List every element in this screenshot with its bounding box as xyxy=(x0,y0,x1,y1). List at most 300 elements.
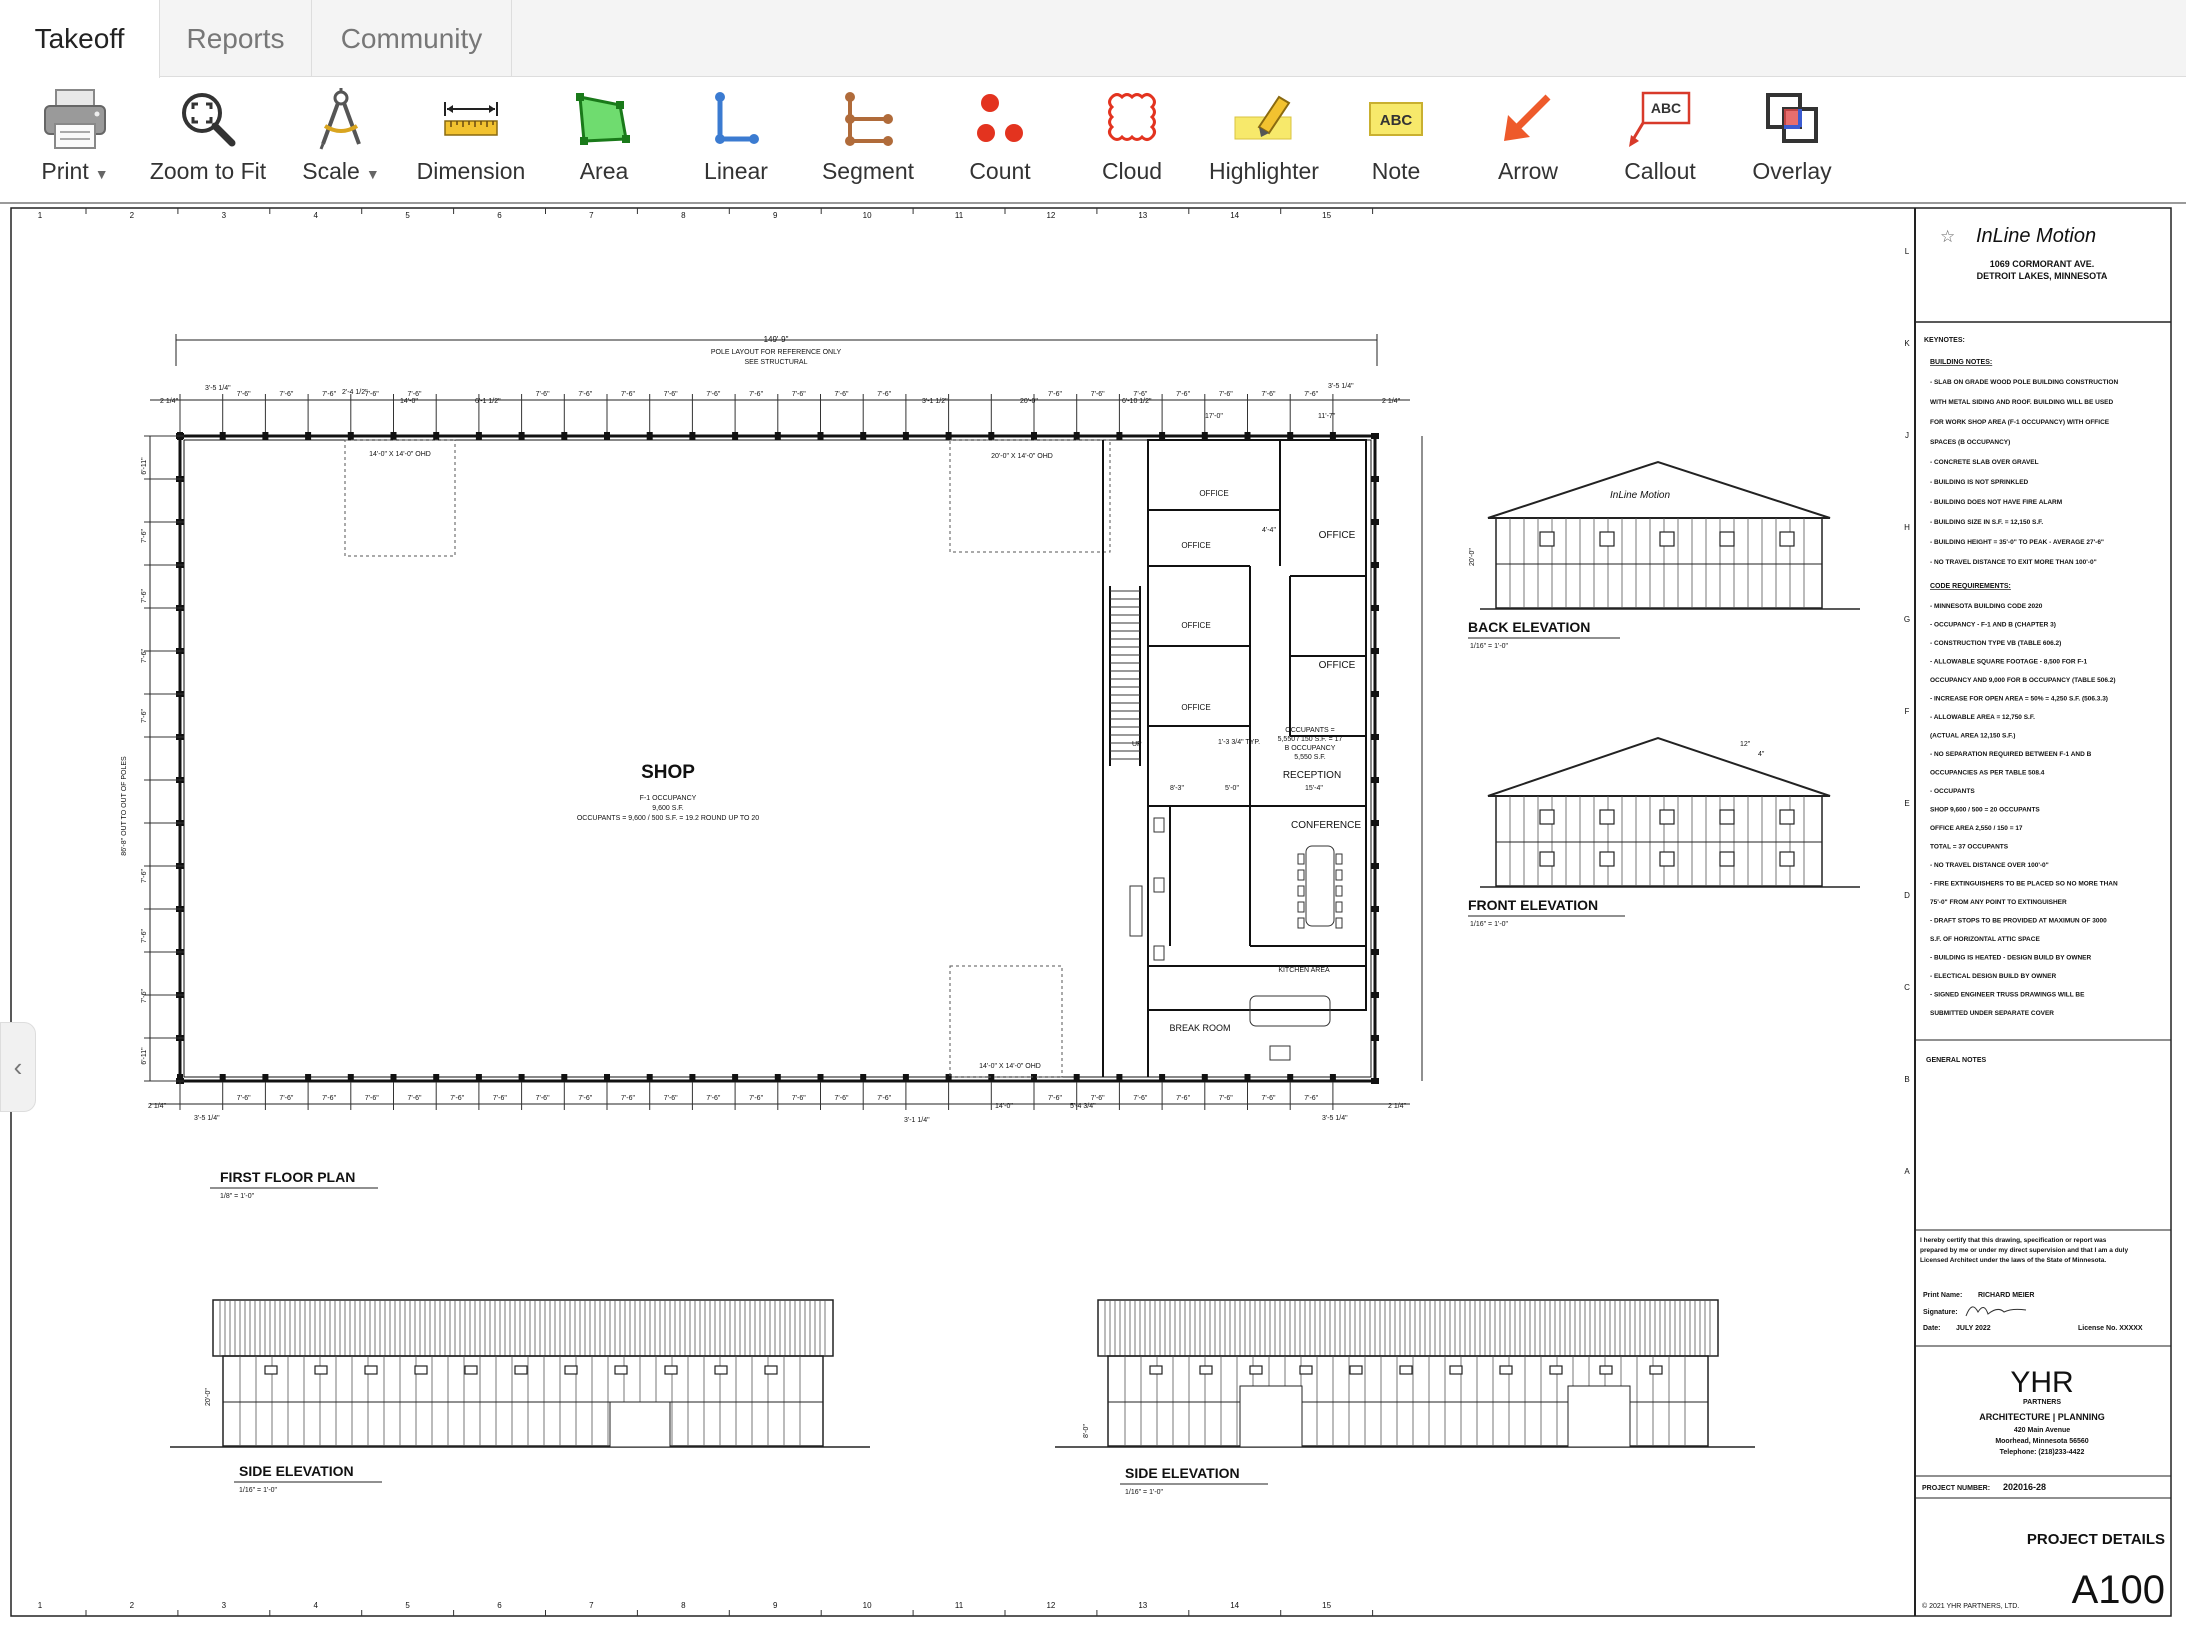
pole xyxy=(604,1074,610,1082)
reception-label: RECEPTION xyxy=(1282,770,1342,781)
window xyxy=(1780,532,1794,546)
window xyxy=(1600,810,1614,824)
pole xyxy=(1202,432,1208,440)
left-dim-label: 7'-6" xyxy=(141,869,148,883)
grid-letter: D xyxy=(1904,891,1910,900)
pole xyxy=(946,432,952,440)
typ-note: 1'-3 3/4" TYP. xyxy=(1218,739,1261,746)
dim-8-3: 8'-3" xyxy=(1170,785,1184,792)
kitchen-label: KITCHEN AREA xyxy=(1278,967,1330,974)
tb-note-line: - NO SEPARATION REQUIRED BETWEEN F-1 AND B xyxy=(1930,751,2092,758)
chair xyxy=(1298,918,1304,928)
count-button[interactable] xyxy=(935,88,1065,198)
tb-cert-text xyxy=(1920,1237,2128,1264)
pole xyxy=(604,432,610,440)
pole xyxy=(561,432,567,440)
grid-number-bottom: 8 xyxy=(681,1601,686,1610)
compass-icon xyxy=(306,88,376,150)
collapse-panel-button[interactable] xyxy=(0,1022,36,1112)
pole xyxy=(988,1074,994,1082)
arrow-button[interactable] xyxy=(1463,88,1593,198)
pole xyxy=(1074,1074,1080,1082)
dim-7-6: 7'-6" xyxy=(1048,391,1062,398)
tb-note-line: FOR WORK SHOP AREA (F-1 OCCUPANCY) WITH OFFICE xyxy=(1930,419,2110,426)
tb-address-2: DETROIT LAKES, MINNESOTA xyxy=(1976,271,2108,281)
grid-number-top: 7 xyxy=(589,211,594,220)
front-windows xyxy=(1540,810,1794,866)
window xyxy=(1250,1366,1262,1374)
tb-note-line: - BUILDING DOES NOT HAVE FIRE ALARM xyxy=(1930,499,2063,506)
window xyxy=(715,1366,727,1374)
dimension-label: Dimension xyxy=(416,158,526,184)
tb-note-line: - SIGNED ENGINEER TRUSS DRAWINGS WILL BE xyxy=(1930,991,2085,999)
tb-note-line: OCCUPANCY AND 9,000 FOR B OCCUPANCY (TABLE 506.2) xyxy=(1930,677,2116,684)
grid-number-top: 11 xyxy=(954,211,964,220)
office-6: OFFICE xyxy=(1318,660,1356,671)
callout-icon-text: ABC xyxy=(1650,100,1682,116)
grid-number-bottom: 4 xyxy=(313,1601,318,1610)
pole xyxy=(1371,562,1379,568)
dimension-ruler-icon xyxy=(436,88,506,150)
pole xyxy=(775,1074,781,1082)
window xyxy=(1450,1366,1462,1374)
callout-button[interactable] xyxy=(1595,88,1725,198)
dim-6-1: 6'-1 1/2" xyxy=(475,398,501,405)
window xyxy=(1660,852,1674,866)
dim-7-6: 7'-6" xyxy=(578,1095,593,1102)
office-5: OFFICE xyxy=(1318,530,1356,541)
dim-7-6: 7'-6" xyxy=(1218,1095,1233,1102)
overlay-icon xyxy=(1757,88,1827,150)
tb-project-number-label: PROJECT NUMBER: xyxy=(1922,1485,1991,1492)
side1-dim: 20'-0" xyxy=(205,1388,212,1406)
window xyxy=(365,1366,377,1374)
dim-7-6: 7'-6" xyxy=(279,391,294,398)
tb-note-line: WITH METAL SIDING AND ROOF. BUILDING WILL BE USED xyxy=(1930,399,2114,406)
pole xyxy=(433,432,439,440)
chevron-left-icon: ‹ xyxy=(13,1051,23,1082)
pole xyxy=(433,1074,439,1082)
chair xyxy=(1336,886,1342,896)
linear-label: Linear xyxy=(704,158,768,184)
stair-up: UP xyxy=(1132,741,1142,748)
dim-3-1-bottom: 3'-1 1/4" xyxy=(904,1117,930,1124)
pole-note-1: POLE LAYOUT FOR REFERENCE ONLY xyxy=(710,349,842,356)
dim-7-6: 7'-6" xyxy=(877,391,892,398)
occ-note-1: OCCUPANTS = xyxy=(1285,727,1335,734)
pole xyxy=(1371,734,1379,740)
grid-number-top: 9 xyxy=(772,211,778,220)
dim-7-6: 7'-6" xyxy=(834,1095,849,1102)
tb-firm-3: Moorhead, Minnesota 56560 xyxy=(1995,1438,2089,1445)
chair xyxy=(1298,870,1304,880)
tb-note-line: SUBMITTED UNDER SEPARATE COVER xyxy=(1930,1010,2054,1017)
tb-firm-2: 420 Main Avenue xyxy=(2013,1427,2071,1434)
grid-number-bottom: 9 xyxy=(772,1601,778,1610)
grid-number-bottom: 1 xyxy=(37,1601,43,1610)
dim-right-top: 2 1/4" xyxy=(1382,398,1401,405)
tb-note-line: - NO TRAVEL DISTANCE OVER 100'-0" xyxy=(1930,862,2049,869)
dim-15-4: 15'-4" xyxy=(1305,785,1323,792)
dim-7-6: 7'-6" xyxy=(364,1095,379,1102)
left-dim-labels xyxy=(141,457,148,1065)
tb-note-line: SHOP 9,600 / 500 = 20 OCCUPANTS xyxy=(1930,806,2040,814)
left-overall-dim: 86'-8" OUT TO OUT OF POLES xyxy=(121,756,128,856)
window xyxy=(1500,1366,1512,1374)
window xyxy=(1540,532,1554,546)
pole xyxy=(519,432,525,440)
dim-7-6: 7'-6" xyxy=(791,1095,806,1102)
tb-note-line: Licensed Architect under the laws of the State of Minnesota. xyxy=(1920,1257,2107,1264)
grid-number-bottom: 10 xyxy=(862,1601,872,1610)
pole xyxy=(1245,432,1251,440)
dim-20-0-top: 20'-0" xyxy=(1020,398,1038,405)
office-3: OFFICE xyxy=(1181,621,1211,630)
window xyxy=(1550,1366,1562,1374)
chair xyxy=(1298,854,1304,864)
dim-7-6: 7'-6" xyxy=(877,1095,892,1102)
scale-button[interactable] xyxy=(276,88,406,198)
cloud-button[interactable] xyxy=(1067,88,1197,198)
dim-4-4: 4'-4" xyxy=(1262,527,1276,534)
tb-logo: InLine Motion xyxy=(1976,225,2097,247)
tb-note-line: (ACTUAL AREA 12,150 S.F.) xyxy=(1930,732,2016,740)
segment-label: Segment xyxy=(821,158,915,184)
grid-number-top: 12 xyxy=(1046,211,1056,220)
dim-7-6: 7'-6" xyxy=(1304,1095,1319,1102)
dim-7-6: 7'-6" xyxy=(1090,1095,1105,1102)
dim-5-4: 5'-4 3/4" xyxy=(1070,1103,1096,1110)
dim-7-6: 7'-6" xyxy=(706,1095,721,1102)
dim-17-0: 17'-0" xyxy=(1205,413,1223,420)
tb-note-line: OFFICE AREA 2,550 / 150 = 17 xyxy=(1930,825,2023,832)
back-elev-title: BACK ELEVATION xyxy=(1468,619,1591,635)
back-windows xyxy=(1540,532,1794,546)
window xyxy=(1350,1366,1362,1374)
grid-letter: H xyxy=(1904,523,1910,532)
shop-label: SHOP xyxy=(641,762,695,783)
grid-letter: C xyxy=(1904,983,1910,992)
pole xyxy=(1371,820,1379,826)
tb-sheet-title: PROJECT DETAILS xyxy=(2026,1531,2165,1548)
window xyxy=(565,1366,577,1374)
back-elevation xyxy=(1468,462,1860,650)
occ-note-2: 5,550 / 150 S.F. = 17 xyxy=(1277,736,1343,743)
dim-7-6: 7'-6" xyxy=(1090,391,1105,398)
pole xyxy=(1371,648,1379,654)
window xyxy=(415,1366,427,1374)
tab-takeoff[interactable]: Takeoff xyxy=(0,0,160,78)
floor-plan-title: FIRST FLOOR PLAN xyxy=(220,1169,356,1185)
chevron-down-icon: ▼ xyxy=(365,166,380,182)
window xyxy=(315,1366,327,1374)
grid-number-top: 5 xyxy=(405,211,410,220)
tb-note-line: 75'-0" FROM ANY POINT TO EXTINGUISHER xyxy=(1930,899,2067,906)
grid-number-top: 3 xyxy=(221,211,227,220)
tb-note-line: SPACES (B OCCUPANCY) xyxy=(1930,439,2011,446)
chair xyxy=(1336,918,1342,928)
toolbar xyxy=(0,78,2186,204)
tb-note-line: - DRAFT STOPS TO BE PROVIDED AT MAXIMUN OF 3000 xyxy=(1930,917,2107,925)
note-icon xyxy=(1361,88,1431,150)
window xyxy=(1720,852,1734,866)
drawing-canvas[interactable] xyxy=(10,206,2186,1626)
tb-note-line: - CONSTRUCTION TYPE VB (TABLE 606.2) xyxy=(1930,640,2062,647)
segment-button[interactable] xyxy=(803,88,933,198)
dim-7-6: 7'-6" xyxy=(621,1095,635,1102)
left-dim-label: 7'-6" xyxy=(141,649,148,663)
title-block xyxy=(1915,208,2171,1616)
back-elev-scale: 1/16" = 1'-0" xyxy=(1470,643,1509,650)
conference-label: CONFERENCE xyxy=(1290,820,1362,831)
window xyxy=(1400,1366,1412,1374)
pole xyxy=(818,1074,824,1082)
dim-7-6: 7'-6" xyxy=(1133,391,1148,398)
dim-7-6: 7'-6" xyxy=(1048,1095,1062,1102)
highlighter-label: Highlighter xyxy=(1209,158,1319,184)
side-elevation-1 xyxy=(170,1300,870,1494)
dim-right-bottom: 2 1/4" xyxy=(1388,1103,1407,1110)
floor-plan-scale: 1/8" = 1'-0" xyxy=(220,1193,255,1200)
pole xyxy=(1159,1074,1165,1082)
ohd-door-3: 14'-0" X 14'-0" OHD xyxy=(979,1063,1041,1070)
pole xyxy=(946,1074,952,1082)
side2-scale: 1/16" = 1'-0" xyxy=(1125,1489,1164,1496)
window xyxy=(1600,532,1614,546)
note-label: Note xyxy=(1371,158,1421,184)
note-button[interactable] xyxy=(1331,88,1461,198)
tb-building-notes-list xyxy=(1930,379,2118,566)
pole xyxy=(732,432,738,440)
arrow-icon xyxy=(1493,88,1563,150)
tb-project-number: 202016-28 xyxy=(2003,1482,2047,1492)
window xyxy=(265,1366,277,1374)
pole xyxy=(348,1074,354,1082)
side1-windows xyxy=(265,1366,777,1374)
occ-note-4: 5,550 S.F. xyxy=(1294,754,1326,761)
dim-2-4: 2'-4 1/2" xyxy=(342,389,368,396)
tb-note-line: - FIRE EXTINGUISHERS TO BE PLACED SO NO MORE THAN xyxy=(1930,880,2118,888)
printer-icon xyxy=(40,88,110,150)
tb-note-line: prepared by me or under my direct supervision and that I am a duly xyxy=(1920,1247,2129,1254)
dimension-button[interactable] xyxy=(406,88,536,198)
pole-markers xyxy=(144,432,1379,1084)
window xyxy=(515,1366,527,1374)
pole xyxy=(1031,1074,1037,1082)
zoom-to-fit-button[interactable] xyxy=(143,88,273,198)
dim-7-6: 7'-6" xyxy=(749,391,764,398)
print-label: Print xyxy=(41,158,89,184)
tb-code-req: CODE REQUIREMENTS: xyxy=(1930,583,2011,590)
grid-letters-right xyxy=(1904,247,1910,1176)
pole xyxy=(391,432,397,440)
area-button[interactable] xyxy=(539,88,669,198)
grid-number-bottom: 2 xyxy=(129,1601,135,1610)
pole xyxy=(262,432,268,440)
scale-label: Scale xyxy=(302,158,360,184)
dim-7-6: 7'-6" xyxy=(492,1095,507,1102)
window xyxy=(1650,1366,1662,1374)
dim-7-6: 7'-6" xyxy=(236,391,251,398)
tb-note-line: S.F. OF HORIZONTAL ATTIC SPACE xyxy=(1930,936,2040,943)
pole xyxy=(1287,432,1293,440)
dim-7-6: 7'-6" xyxy=(621,391,635,398)
dim-7-6: 7'-6" xyxy=(279,1095,294,1102)
grid-number-top: 1 xyxy=(37,211,43,220)
dim-11-7: 11'-7" xyxy=(1318,413,1336,420)
pole-note-2: SEE STRUCTURAL xyxy=(744,359,808,366)
tab-reports[interactable]: Reports xyxy=(160,0,312,77)
grid-number-top: 8 xyxy=(681,211,686,220)
dim-left-bottom: 2 1/4" xyxy=(148,1103,167,1110)
tb-print-name: RICHARD MEIER xyxy=(1978,1292,2035,1299)
chair xyxy=(1336,870,1342,880)
grid-letter: G xyxy=(1903,615,1911,624)
window xyxy=(1720,810,1734,824)
tb-building-notes: BUILDING NOTES: xyxy=(1930,359,1993,366)
highlighter-button[interactable] xyxy=(1199,88,1329,198)
dim-7-6: 7'-6" xyxy=(749,1095,764,1102)
tb-note-line: - SLAB ON GRADE WOOD POLE BUILDING CONSTRUCTION xyxy=(1930,379,2119,386)
dim-7-6: 7'-6" xyxy=(535,391,550,398)
dim-3-5-right: 3'-5 1/4" xyxy=(1328,383,1354,390)
pole xyxy=(1074,432,1080,440)
shop-occupancy: F-1 OCCUPANCY xyxy=(639,795,697,802)
pole xyxy=(519,1074,525,1082)
window xyxy=(615,1366,627,1374)
tb-sheet-number: A100 xyxy=(2071,1568,2165,1612)
window xyxy=(1660,810,1674,824)
pole xyxy=(860,432,866,440)
linear-button[interactable] xyxy=(671,88,801,198)
pole xyxy=(1371,691,1379,697)
grid-number-top: 14 xyxy=(1230,211,1240,220)
dim-7-6: 7'-6" xyxy=(407,1095,422,1102)
dim-7-6: 7'-6" xyxy=(706,391,721,398)
tb-note-line: - ALLOWABLE SQUARE FOOTAGE - 8,500 FOR F-1 xyxy=(1930,658,2088,666)
pole xyxy=(1202,1074,1208,1082)
overlay-button[interactable] xyxy=(1727,88,1857,198)
pole xyxy=(262,1074,268,1082)
tb-note-line: - NO TRAVEL DISTANCE TO EXIT MORE THAN 100'-0" xyxy=(1930,559,2097,566)
grid-letter: A xyxy=(1904,1167,1910,1176)
tb-note-line: I hereby certify that this drawing, specification or report was xyxy=(1920,1237,2107,1244)
office-2: OFFICE xyxy=(1181,541,1211,550)
left-dim-label: 7'-6" xyxy=(141,989,148,1003)
window xyxy=(1780,852,1794,866)
pole xyxy=(1330,1074,1336,1082)
side2-roof-ribs xyxy=(1105,1300,1710,1356)
tab-community[interactable]: Community xyxy=(312,0,512,77)
overall-dim: 149'-9" xyxy=(763,335,789,344)
overlay-label: Overlay xyxy=(1752,158,1832,184)
chair xyxy=(1336,854,1342,864)
zoom-fit-icon xyxy=(173,88,243,150)
back-logo: InLine Motion xyxy=(1610,490,1671,501)
print-button[interactable] xyxy=(10,88,140,198)
count-dots-icon xyxy=(965,88,1035,150)
dim-6-10: 6'-10 1/2" xyxy=(1122,398,1152,405)
front-elevation xyxy=(1468,738,1860,928)
dim-7-6: 7'-6" xyxy=(1176,1095,1191,1102)
office-1: OFFICE xyxy=(1199,489,1229,498)
blueprint-sheet xyxy=(10,206,2186,1626)
tb-note-line: - OCCUPANCY - F-1 AND B (CHAPTER 3) xyxy=(1930,621,2056,629)
tb-firm-logo: YHR xyxy=(2010,1366,2074,1399)
area-polygon-icon xyxy=(569,88,639,150)
count-label: Count xyxy=(969,158,1031,184)
chair xyxy=(1298,886,1304,896)
window xyxy=(1540,852,1554,866)
grid-number-bottom: 11 xyxy=(954,1601,964,1610)
dim-7-6: 7'-6" xyxy=(1261,391,1276,398)
pole xyxy=(1116,432,1122,440)
pole xyxy=(1116,1074,1122,1082)
window xyxy=(1780,810,1794,824)
pole xyxy=(988,432,994,440)
pole xyxy=(1031,432,1037,440)
dim-7-6: 7'-6" xyxy=(1261,1095,1276,1102)
dim-5-0: 5'-0" xyxy=(1225,785,1239,792)
window xyxy=(1660,532,1674,546)
chevron-down-icon: ▼ xyxy=(94,166,109,182)
pole xyxy=(1245,1074,1251,1082)
tb-general-notes: GENERAL NOTES xyxy=(1926,1057,1987,1064)
pole xyxy=(391,1074,397,1082)
grid-letter: E xyxy=(1904,799,1910,808)
dim-7-6: 7'-6" xyxy=(535,1095,550,1102)
grid-letter: J xyxy=(1905,431,1909,440)
shop-calc: OCCUPANTS = 9,600 / 500 S.F. = 19.2 ROUND UP TO 20 xyxy=(576,815,760,822)
grid-number-top: 10 xyxy=(862,211,872,220)
dim-left-top: 2 1/4" xyxy=(160,398,179,405)
window xyxy=(1720,532,1734,546)
pole xyxy=(1330,432,1336,440)
tab-bar xyxy=(0,0,2186,77)
dim-3-5-bottom-right: 3'-5 1/4" xyxy=(1322,1115,1348,1122)
dim-7-6: 7'-6" xyxy=(1176,391,1191,398)
tb-note-line: - BUILDING HEIGHT = 35'-0" TO PEAK - AVERAGE 27'-6" xyxy=(1930,539,2105,546)
window xyxy=(765,1366,777,1374)
tb-note-line: - ALLOWABLE AREA = 12,750 S.F. xyxy=(1930,714,2035,721)
arrow-label: Arrow xyxy=(1497,158,1559,184)
pole xyxy=(348,432,354,440)
pole xyxy=(1371,1078,1379,1084)
grid-number-bottom: 7 xyxy=(589,1601,594,1610)
break-room-label: BREAK ROOM xyxy=(1169,1023,1231,1033)
tb-license: License No. XXXXX xyxy=(2078,1325,2143,1332)
tb-note-line: - BUILDING IS HEATED - DESIGN BUILD BY OWNER xyxy=(1930,954,2092,962)
star-icon: ☆ xyxy=(1940,227,1956,246)
window xyxy=(465,1366,477,1374)
pole xyxy=(1159,432,1165,440)
tb-signature-label: Signature: xyxy=(1923,1309,1958,1316)
tb-date: JULY 2022 xyxy=(1956,1325,1991,1332)
pole xyxy=(476,432,482,440)
ohd-door-2: 20'-0" X 14'-0" OHD xyxy=(991,453,1053,460)
tb-note-line: - BUILDING IS NOT SPRINKLED xyxy=(1930,479,2029,486)
pitch-4: 4" xyxy=(1758,751,1765,758)
chair xyxy=(1336,902,1342,912)
grid-number-bottom: 12 xyxy=(1046,1601,1056,1610)
side1-title: SIDE ELEVATION xyxy=(239,1463,354,1479)
tb-note-line: - OCCUPANTS xyxy=(1930,788,1975,795)
grid-letter: K xyxy=(1904,339,1910,348)
grid-number-bottom: 14 xyxy=(1230,1601,1240,1610)
pole xyxy=(1371,777,1379,783)
grid-letter: L xyxy=(1904,247,1910,256)
tb-keynotes: KEYNOTES: xyxy=(1924,337,1965,344)
